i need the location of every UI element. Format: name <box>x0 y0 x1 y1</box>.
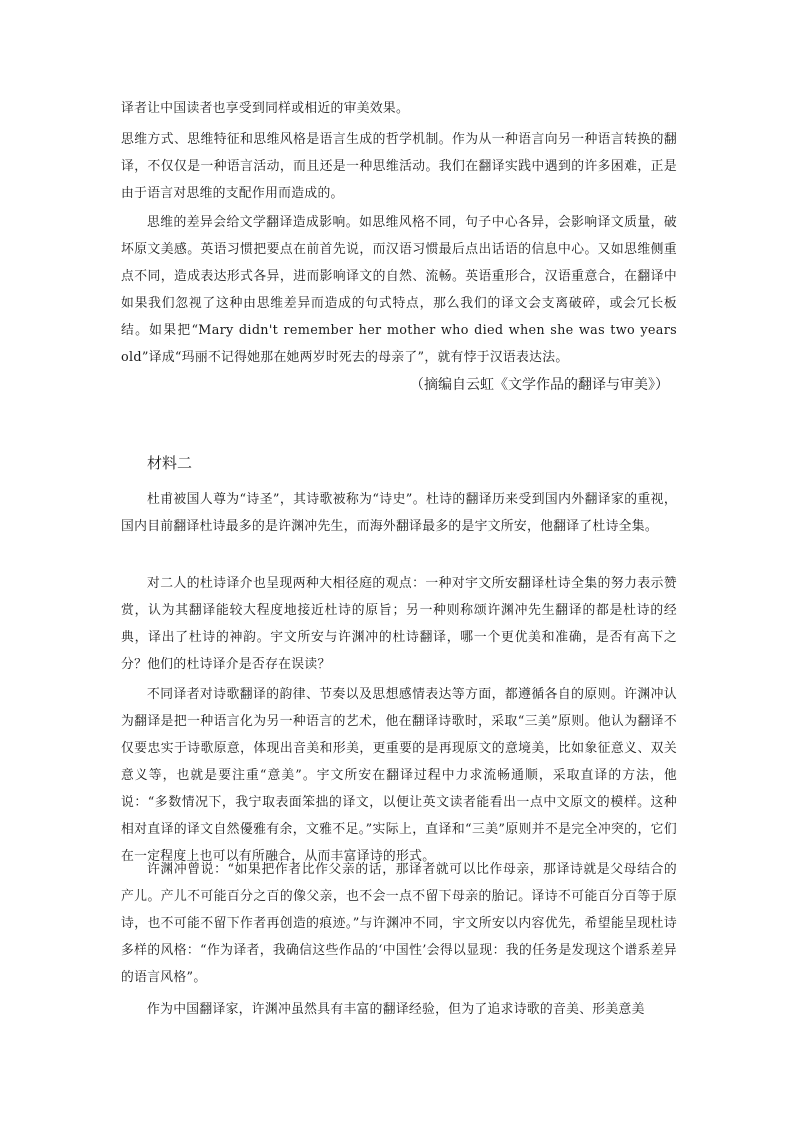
paragraph-xu-yuanchong-quote: 许渊冲曾说：“如果把作者比作父亲的话，那译者就可以比作母亲，那译诗就是父母结合的产儿。产儿不可能百分之百的像父亲，也不会一点不留下母亲的胎记。译诗不可能百分百等于原诗，也不可能不留下作者再创造的痕迹。”与许渊冲不同，宇文所安以内容优先，希望能呈现杜诗多样的风格：“作为译者，我确信这些作品的‘中国性’会得以显现：我的任务是发现这个谱系差异的语言风格”。 <box>121 862 677 985</box>
paragraph-dufu-intro: 杜甫被国人尊为“诗圣”，其诗歌被称为“诗史”。杜诗的翻译历来受到国内外翻译家的重视，国内目前翻译杜诗最多的是许渊冲先生，而海外翻译最多的是宇文所安，他翻译了杜诗全集。 <box>121 492 677 534</box>
paragraph-continuation: 译者让中国读者也享受到同样或相近的审美效果。 <box>121 101 410 116</box>
section-heading-material-two: 材料二 <box>147 454 193 472</box>
paragraph-thinking-difference: 思维的差异会给文学翻译造成影响。如思维风格不同，句子中心各异，会影响译文质量，破坏原文美感。英语习惯把要点在前首先说，而汉语习惯最后点出话语的信息中心。又如思维侧重点不同，造成表达形式各异，进而影响译文的自然、流畅。英语重形合，汉语重意合，在翻译中如果我们忽视了这种由思维差异而造成的句式特点，那么我们的译文会支离破碎，或会冗长板结。如果把“Mary didn't remember her mother who died when she was two years old”译成“玛丽不记得她那在她两岁时死去的母亲了”，就有悖于汉语表达法。 <box>121 215 677 365</box>
paragraph-thinking-mechanism: 思维方式、思维特征和思维风格是语言生成的哲学机制。作为从一种语言向另一种语言转换的翻译，不仅仅是一种语言活动，而且还是一种思维活动。我们在翻译实践中遇到的许多困难，正是由于语言对思维的支配作用而造成的。 <box>121 132 677 201</box>
source-citation: （摘编自云虹《文学作品的翻译与审美》） <box>410 377 669 393</box>
paragraph-translation-principles: 不同译者对诗歌翻译的韵律、节奏以及思想感情表达等方面，都遵循各自的原则。许渊冲认为翻译是把一种语言化为另一种语言的艺术，他在翻译诗歌时，采取“三美”原则。他认为翻译不仅要忠实于诗歌原意，体现出音美和形美，更重要的是再现原文的意境美，比如象征意义、双关意义等，也就是要注重“意美”。宇文所安在翻译过程中力求流畅通顺，采取直译的方法，他说：“多数情况下，我宁取表面笨拙的译文，以便让英文读者能看出一点中文原文的模样。这种相对直译的译文自然優雅有余，文雅不足。”实际上，直译和“三美”原则并不是完全冲突的，它们在一定程度上也可以有所融合，从而丰富译诗的形式。 <box>121 687 677 864</box>
paragraph-final: 作为中国翻译家，许渊冲虽然具有丰富的翻译经验，但为了追求诗歌的音美、形美意美 <box>147 1002 645 1017</box>
paragraph-two-views: 对二人的杜诗译介也呈现两种大相径庭的观点：一种对宇文所安翻译杜诗全集的努力表示赞赏，认为其翻译能较大程度地接近杜诗的原旨；另一种则称颂许渊冲先生翻译的都是杜诗的经典，译出了杜诗的神韵。宇文所安与许渊冲的杜诗翻译，哪一个更优美和准确，是否有高下之分？他们的杜诗译介是否存在误读？ <box>121 576 677 672</box>
